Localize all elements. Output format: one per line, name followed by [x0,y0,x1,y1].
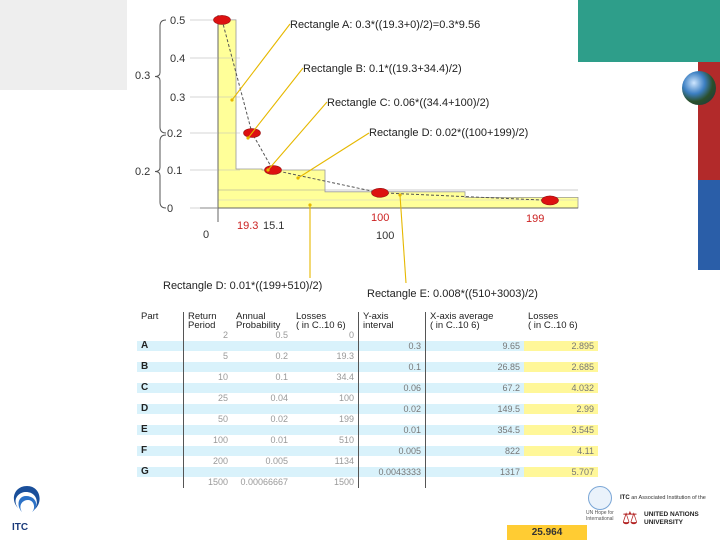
table-row [137,425,598,436]
table-cell-part: G [137,467,184,478]
y-tick-label: 0.5 [170,15,186,27]
header-annual: Annual [236,311,266,322]
y-tick-labels [167,15,218,215]
unu-line-2: UNIVERSITY [644,519,684,526]
unu-name [644,511,699,527]
table-cell-prob [232,383,292,394]
un-caption: UN Hope for International [586,510,614,522]
table-cell-part: F [137,446,184,457]
table-row [137,456,598,467]
table-cell-loss [292,446,359,457]
annotation-arrow [232,24,290,100]
table-cell-rp: 100 [212,435,228,445]
table-cell-xavg [426,393,525,404]
y-tick-label: 0 [167,203,174,215]
table-cell-rp: 10 [217,372,228,382]
table-cell-yint [359,477,426,488]
y-tick-label: 0.4 [170,53,186,65]
table-cell-prob: 0.01 [270,435,288,445]
annotation-arrow-head [230,98,233,101]
table-cell-prob: 0.04 [270,393,288,403]
table-row [137,341,598,352]
edge-strip-green [698,0,720,62]
table-row [137,435,598,446]
header-losses-2: Losses [528,311,559,322]
table-cell-xavg: 67.2 [426,383,525,394]
annotation-label: Rectangle B: 0.1*((19.3+34.4)/2) [303,63,462,75]
table-cell-loss: 34.4 [292,372,359,383]
table-cell-yint: 0.1 [359,362,426,373]
table-row [137,383,598,394]
annotation-arrow-head [266,168,269,171]
annotation-label: Rectangle D: 0.01*((199+510)/2) [163,280,323,292]
table-cell-loss2: 4.11 [524,446,598,457]
table-cell-loss2: 2.895 [524,341,598,352]
annotation-arrow [248,68,303,138]
table-cell-loss: 0 [292,330,359,341]
table-cell-loss: 199 [292,414,359,425]
y-tick-label: 0.1 [167,165,183,177]
table-cell-loss [292,425,359,436]
itc-tagline [620,495,706,501]
table-cell-yint: 0.005 [359,446,426,457]
table-cell-rp: 50 [217,414,228,424]
annotation-label: Rectangle C: 0.06*((34.4+100)/2) [327,97,490,109]
table-cell-rp: 2 [222,330,228,340]
table-cell-part [137,456,184,467]
table-cell-loss [292,362,359,373]
annotation-arrow-head [296,176,299,179]
table-cell-prob [232,446,292,457]
header-return: Return [188,311,217,322]
table-cell-xavg [426,456,525,467]
table-row [137,404,598,415]
table-cell-part [137,330,184,341]
table-cell-rp: 25 [217,393,228,403]
table-header-row-2 [137,321,598,330]
table-cell-yint [359,414,426,425]
table-cell-yint: 0.01 [359,425,426,436]
header-x-axis-average: X-axis average [430,311,494,322]
table-cell-xavg [426,351,525,362]
header-losses: Losses [292,312,359,321]
table-cell-xavg: 1317 [426,467,525,478]
y-tick-label: 0.2 [167,128,183,140]
table-cell-xavg: 26.85 [426,362,525,373]
table-cell-rp: 200 [212,456,228,466]
table-cell-rp [184,467,233,478]
table-cell-prob [232,362,292,373]
table-cell-rp [184,425,233,436]
x-tick-labels [203,212,544,242]
table-cell-prob [232,467,292,478]
data-point [542,196,559,205]
edge-strip-blue [698,180,720,270]
table-cell-yint [359,456,426,467]
table-cell-loss: 510 [292,435,359,446]
table-row [137,414,598,425]
table-cell-yint: 0.3 [359,341,426,352]
itc-tagline-bold: ITC [620,495,630,501]
y-interval-brackets [135,20,166,208]
table-cell-loss2 [524,414,598,425]
table-cell-yint [359,330,426,341]
annotation-label: Rectangle D: 0.02*((100+199)/2) [369,127,529,139]
data-point [372,188,389,197]
table-cell-loss: 1134 [292,456,359,467]
table-cell-xavg: 149.5 [426,404,525,415]
x-tick-label: 15.1 [263,220,285,232]
table-row [137,372,598,383]
table-cell-loss2 [524,477,598,488]
annotation-arrow-head [246,136,249,139]
header-part: Part [137,312,184,321]
table-cell-part: C [137,383,184,394]
table-cell-part [137,372,184,383]
table-cell-yint: 0.02 [359,404,426,415]
table-cell-prob [232,404,292,415]
table-cell-loss [292,467,359,478]
x-tick-label: 100 [371,212,390,224]
table-cell-part: E [137,425,184,436]
header-losses-2-unit: ( in C..10 6) [528,320,578,331]
table-cell-loss: 19.3 [292,351,359,362]
table-cell-prob: 0.005 [265,456,288,466]
table-cell-yint: 0.06 [359,383,426,394]
header-period: Period [188,320,216,331]
table-cell-rp [184,446,233,457]
table-cell-xavg [426,414,525,425]
table-cell-loss2 [524,435,598,446]
table-cell-prob: 0.1 [275,372,288,382]
table-cell-loss2: 2.99 [524,404,598,415]
table-cell-loss2 [524,330,598,341]
table-cell-rp [184,362,233,373]
header-probability: Probability [236,320,281,331]
table-cell-part [137,414,184,425]
table-cell-loss [292,404,359,415]
table-cell-xavg [426,372,525,383]
table-cell-loss2: 3.545 [524,425,598,436]
table-cell-yint [359,351,426,362]
table-cell-yint [359,435,426,446]
annotation-label: Rectangle A: 0.3*((19.3+0)/2)=0.3*9.56 [290,19,481,31]
header-y-axis: Y-axis [359,312,426,321]
table-cell-loss2 [524,372,598,383]
table-row [137,467,598,478]
table-cell-loss2 [524,351,598,362]
total-losses: 25.964 [507,525,587,540]
annotation-arrow [268,102,327,170]
table-cell-prob: 0.00066667 [240,477,288,487]
table-cell-part: A [137,341,184,352]
y-tick-label: 0.3 [170,92,186,104]
table-cell-yint [359,372,426,383]
table-cell-loss [292,341,359,352]
x-tick-label: 100 [376,230,395,242]
table-cell-loss: 1500 [292,477,359,488]
table-cell-loss2 [524,456,598,467]
table-cell-prob: 0.02 [270,414,288,424]
table-cell-xavg: 822 [426,446,525,457]
loss-table [137,312,599,488]
table-row [137,330,598,341]
header-x-avg-unit: ( in C..10 6) [430,320,480,331]
bracket [155,135,166,208]
table-row [137,446,598,457]
table-cell-prob [232,425,292,436]
header-interval: interval [359,321,426,330]
table-cell-loss2: 5.707 [524,467,598,478]
table-cell-xavg: 9.65 [426,341,525,352]
x-tick-label: 0 [203,229,210,241]
table-cell-xavg [426,477,525,488]
annotation-arrow [298,133,369,178]
unu-logo-icon: ⚖ [621,508,639,528]
table-cell-rp: 1500 [207,477,228,487]
itc-tagline-text: an Associated Institution of the [631,495,706,501]
table-body [137,330,598,488]
data-point [214,15,231,24]
unu-line-1: UNITED NATIONS [644,511,699,518]
bracket [155,20,166,133]
table-cell-yint: 0.0043333 [359,467,426,478]
table-cell-part: B [137,362,184,373]
table-cell-loss: 100 [292,393,359,404]
header-blank [137,321,184,330]
table-cell-rp [184,341,233,352]
bracket-label: 0.2 [135,166,151,178]
table-cell-loss2: 4.032 [524,383,598,394]
annotation-label: Rectangle E: 0.008*((510+3003)/2) [367,288,538,300]
table-row [137,362,598,373]
table-cell-part [137,435,184,446]
table-cell-part [137,351,184,362]
header-losses-unit: ( in C..10 6) [292,321,359,330]
table-cell-loss2 [524,393,598,404]
table-cell-part: D [137,404,184,415]
table-cell-loss [292,383,359,394]
table-cell-xavg: 354.5 [426,425,525,436]
table-cell-part [137,477,184,488]
x-tick-label: 19.3 [237,220,259,232]
table-cell-prob: 0.2 [275,351,288,361]
table-row [137,351,598,362]
table-cell-part [137,393,184,404]
table-cell-prob [232,341,292,352]
table-cell-rp [184,383,233,394]
table-cell-yint [359,393,426,404]
table-row [137,477,598,488]
itc-logo-text: ITC [12,522,29,533]
table-cell-rp [184,404,233,415]
table-row [137,393,598,404]
bracket-label: 0.3 [135,70,151,82]
table-cell-loss2: 2.685 [524,362,598,373]
table-cell-prob: 0.5 [275,330,288,340]
annotation-arrow-head [398,193,401,196]
table-cell-xavg [426,330,525,341]
annotation-arrow-head [308,203,311,206]
table-cell-rp: 5 [222,351,228,361]
x-tick-label: 199 [526,213,545,225]
un-emblem-icon [588,486,612,510]
table-cell-xavg [426,435,525,446]
